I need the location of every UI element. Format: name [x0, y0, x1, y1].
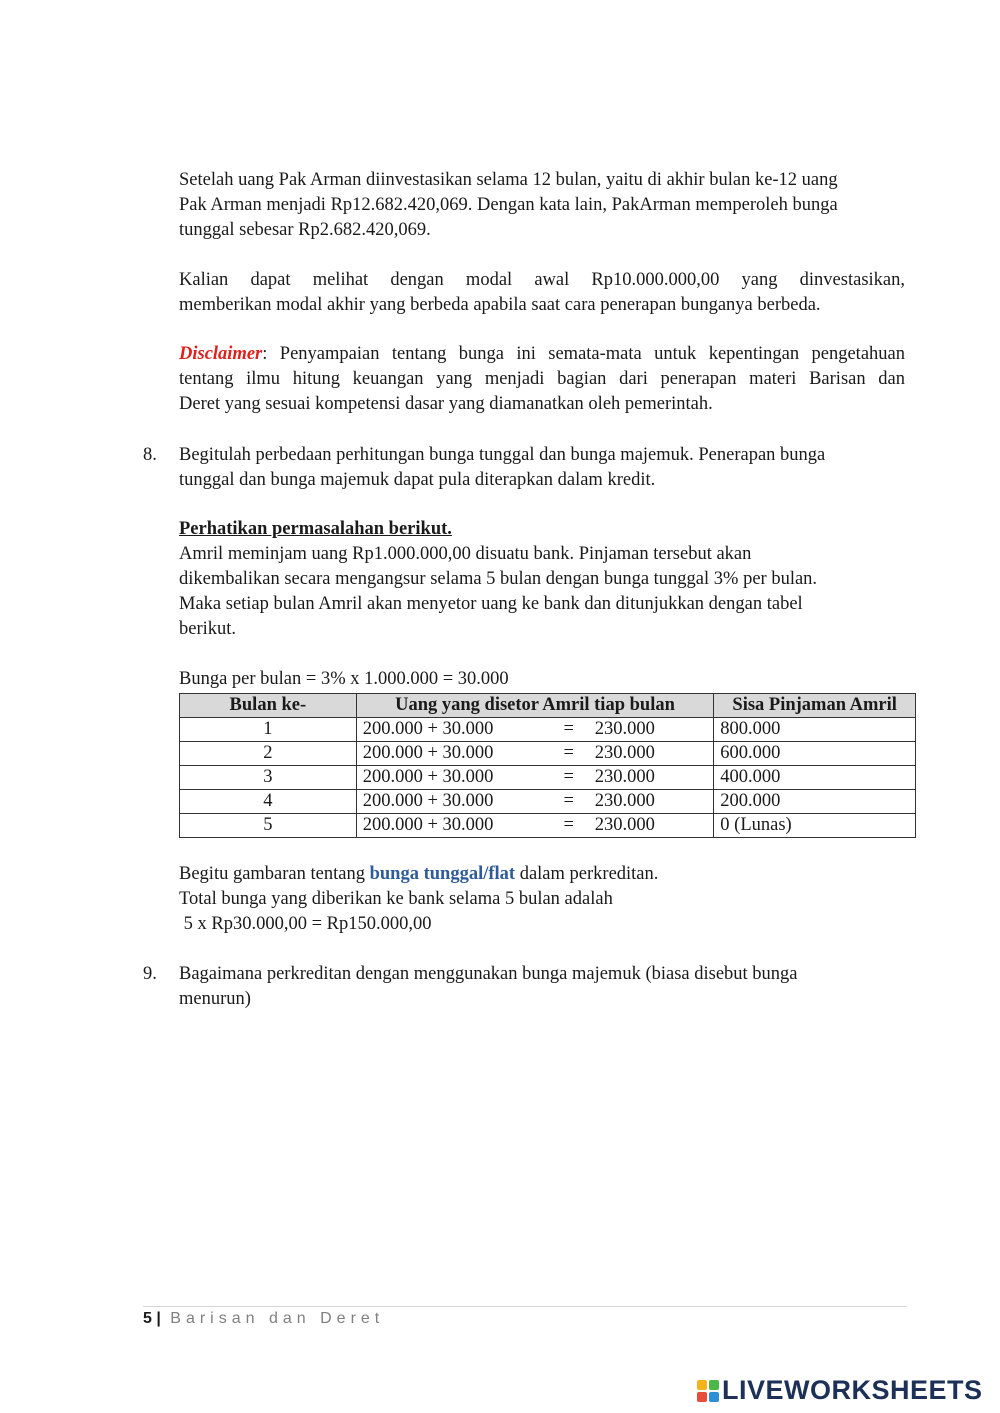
payment-total: 230.000 [594, 791, 655, 811]
text-line: Kalian dapat melihat dengan modal awal Rp10.000.000,00 yang dinvestasikan, [179, 270, 905, 290]
equals-sign: = [563, 719, 574, 739]
text-line: menurun) [179, 989, 251, 1009]
text-segment: dalam perkreditan. [515, 864, 659, 884]
cell-payment [356, 790, 714, 814]
payment-total: 230.000 [594, 815, 655, 835]
payment-calc: 200.000 + 30.000 [362, 743, 494, 763]
summary-paragraph [179, 862, 905, 937]
equals-sign: = [563, 743, 574, 763]
text-line: : Penyampaian tentang bunga ini semata-mata untuk kepentingan pengetahuan [262, 344, 905, 364]
payment-total: 230.000 [594, 719, 655, 739]
page-footer [143, 1310, 384, 1328]
text-line: berikut. [179, 619, 237, 639]
cell-month: 5 [180, 814, 357, 838]
cell-month: 2 [180, 742, 357, 766]
paragraph-investment-result [179, 168, 905, 243]
document-title: Barisan dan Deret [160, 1310, 385, 1327]
item-number-8: 8. [143, 445, 157, 465]
text-line: Bagaimana perkreditan dengan menggunakan bunga majemuk (biasa disebut bunga [179, 964, 798, 984]
summary-line-1 [179, 862, 905, 887]
table-row [180, 718, 916, 742]
payment-total: 230.000 [594, 767, 655, 787]
cell-payment [356, 718, 714, 742]
cell-month: 1 [180, 718, 357, 742]
payment-calc: 200.000 + 30.000 [362, 791, 494, 811]
item-9-question [179, 962, 905, 1012]
text-segment: Begitu gambaran tentang [179, 864, 370, 884]
liveworksheets-logo-icon [697, 1380, 719, 1402]
problem-section [179, 517, 905, 642]
text-line: Total bunga yang diberikan ke bank selama 5 bulan adalah [179, 889, 613, 909]
text-line: Begitulah perbedaan perhitungan bunga tunggal dan bunga majemuk. Penerapan bunga [179, 445, 826, 465]
cell-remaining: 800.000 [714, 718, 916, 742]
text-line: Maka setiap bulan Amril akan menyetor uang ke bank dan ditunjukkan dengan tabel [179, 594, 803, 614]
cell-remaining: 0 (Lunas) [714, 814, 916, 838]
text-line: Deret yang sesuai kompetensi dasar yang diamanatkan oleh pemerintah. [179, 394, 713, 414]
payment-calc: 200.000 + 30.000 [362, 815, 494, 835]
cell-payment [356, 742, 714, 766]
disclaimer-paragraph [179, 342, 905, 417]
footer-divider [143, 1306, 907, 1307]
brand-name: LIVEWORKSHEETS [722, 1375, 983, 1405]
text-line: tentang ilmu hitung keuangan yang menjadi bagian dari penerapan materi Barisan dan [179, 369, 905, 389]
paragraph-comparison [179, 268, 905, 318]
column-header-month: Bulan ke- [180, 694, 357, 718]
item-8-intro [179, 443, 905, 493]
problem-heading: Perhatikan permasalahan berikut. [179, 519, 452, 539]
text-line: Setelah uang Pak Arman diinvestasikan selama 12 bulan, yaitu di akhir bulan ke-12 uang [179, 170, 838, 190]
table-row [180, 766, 916, 790]
cell-month: 3 [180, 766, 357, 790]
payment-calc: 200.000 + 30.000 [362, 719, 494, 739]
equals-sign: = [563, 815, 574, 835]
column-header-payment: Uang yang disetor Amril tiap bulan [356, 694, 714, 718]
disclaimer-line-1 [179, 342, 905, 367]
text-line: tunggal dan bunga majemuk dapat pula diterapkan dalam kredit. [179, 470, 656, 490]
table-row [180, 742, 916, 766]
cell-remaining: 600.000 [714, 742, 916, 766]
page-number: 5 | [143, 1310, 161, 1327]
text-line: Pak Arman menjadi Rp12.682.420,069. Dengan kata lain, PakArman memperoleh bunga [179, 195, 838, 215]
text-line: tunggal sebesar Rp2.682.420,069. [179, 220, 431, 240]
cell-payment [356, 814, 714, 838]
cell-remaining: 200.000 [714, 790, 916, 814]
equals-sign: = [563, 791, 574, 811]
table-row [180, 790, 916, 814]
equals-sign: = [563, 767, 574, 787]
item-number-9: 9. [143, 964, 157, 984]
table-row [180, 814, 916, 838]
column-header-remaining: Sisa Pinjaman Amril [714, 694, 916, 718]
interest-formula: Bunga per bulan = 3% x 1.000.000 = 30.000 [179, 669, 509, 689]
table-header-row [180, 694, 916, 718]
cell-remaining: 400.000 [714, 766, 916, 790]
payment-calc: 200.000 + 30.000 [362, 767, 494, 787]
installment-table [179, 693, 916, 838]
text-line: memberikan modal akhir yang berbeda apabila saat cara penerapan bunganya berbeda. [179, 295, 821, 315]
liveworksheets-brand [697, 1375, 983, 1406]
text-line: dikembalikan secara mengangsur selama 5 bulan dengan bunga tunggal 3% per bulan. [179, 569, 818, 589]
payment-total: 230.000 [594, 743, 655, 763]
text-line: Amril meminjam uang Rp1.000.000,00 disuatu bank. Pinjaman tersebut akan [179, 544, 752, 564]
disclaimer-label: Disclaimer [179, 344, 263, 364]
cell-month: 4 [180, 790, 357, 814]
cell-payment [356, 766, 714, 790]
total-interest-formula: 5 x Rp30.000,00 = Rp150.000,00 [179, 914, 432, 934]
highlight-simple-interest: bunga tunggal/flat [369, 864, 516, 884]
